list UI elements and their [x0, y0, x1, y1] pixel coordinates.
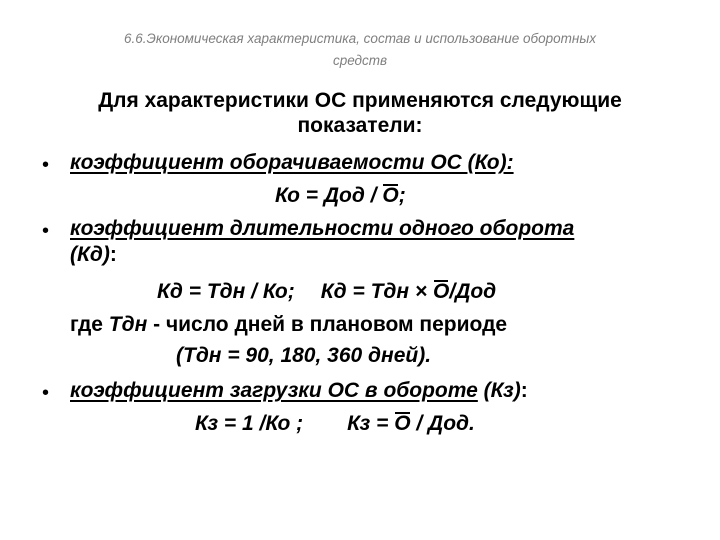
item3-formula-a: Кз = 1 /Ко ;	[195, 412, 304, 435]
intro-line-1: Для характеристики ОС применяются следующие	[98, 89, 622, 112]
item2-note-post: - число дней в плановом периоде	[147, 313, 508, 336]
item1-formula-tail: ;	[398, 184, 406, 207]
item3-formula-b-tail: / Дод.	[410, 412, 475, 435]
header-line-1: 6.6.Экономическая характеристика, состав и использование оборотных	[123, 31, 597, 46]
header-line-2: средств	[332, 53, 388, 68]
item3-title	[70, 378, 528, 404]
item3-title-paren: (Кз)	[477, 379, 521, 402]
item2-formula-a: Кд = Тдн / Ко;	[157, 280, 295, 303]
item2-title-line1: коэффициент длительности одного оборота	[70, 217, 575, 240]
intro-text	[40, 88, 680, 138]
item3-formulas	[195, 411, 475, 437]
bullet-2: •	[42, 220, 50, 242]
item3-title-colon: :	[520, 379, 528, 402]
item3-title-underlined: коэффициент загрузки ОС в обороте	[70, 379, 478, 402]
item1-formula-over: О	[382, 184, 399, 207]
bullet-3: •	[42, 382, 50, 404]
item3-formula-b-left: Кз =	[347, 412, 395, 435]
item1-title: коэффициент оборачиваемости ОС (Ко):	[70, 151, 514, 174]
item1-formula	[275, 183, 406, 209]
item2-note2: (Тдн = 90, 180, 360 дней).	[176, 344, 432, 367]
bullet-1: •	[42, 154, 50, 176]
item2-title-paren: (Кд)	[70, 243, 110, 266]
item2-formula-b-over: О	[433, 280, 450, 303]
item2-note	[70, 312, 507, 338]
item2-formula-b-left: Кд = Тдн ×	[320, 280, 434, 303]
item2-formulas	[157, 279, 496, 305]
item2-title-line2	[70, 242, 117, 268]
slide-header	[60, 28, 660, 72]
item3-formula-b-over: О	[394, 412, 411, 435]
item2-note-pre: где	[70, 313, 109, 336]
intro-line-2: показатели:	[297, 114, 423, 137]
item1-formula-left: Ко = Дод /	[275, 184, 383, 207]
item2-note-tdn: Тдн	[108, 313, 148, 336]
item2-formula-b-tail: /Дод	[449, 280, 497, 303]
item2-title-colon: :	[109, 243, 117, 266]
